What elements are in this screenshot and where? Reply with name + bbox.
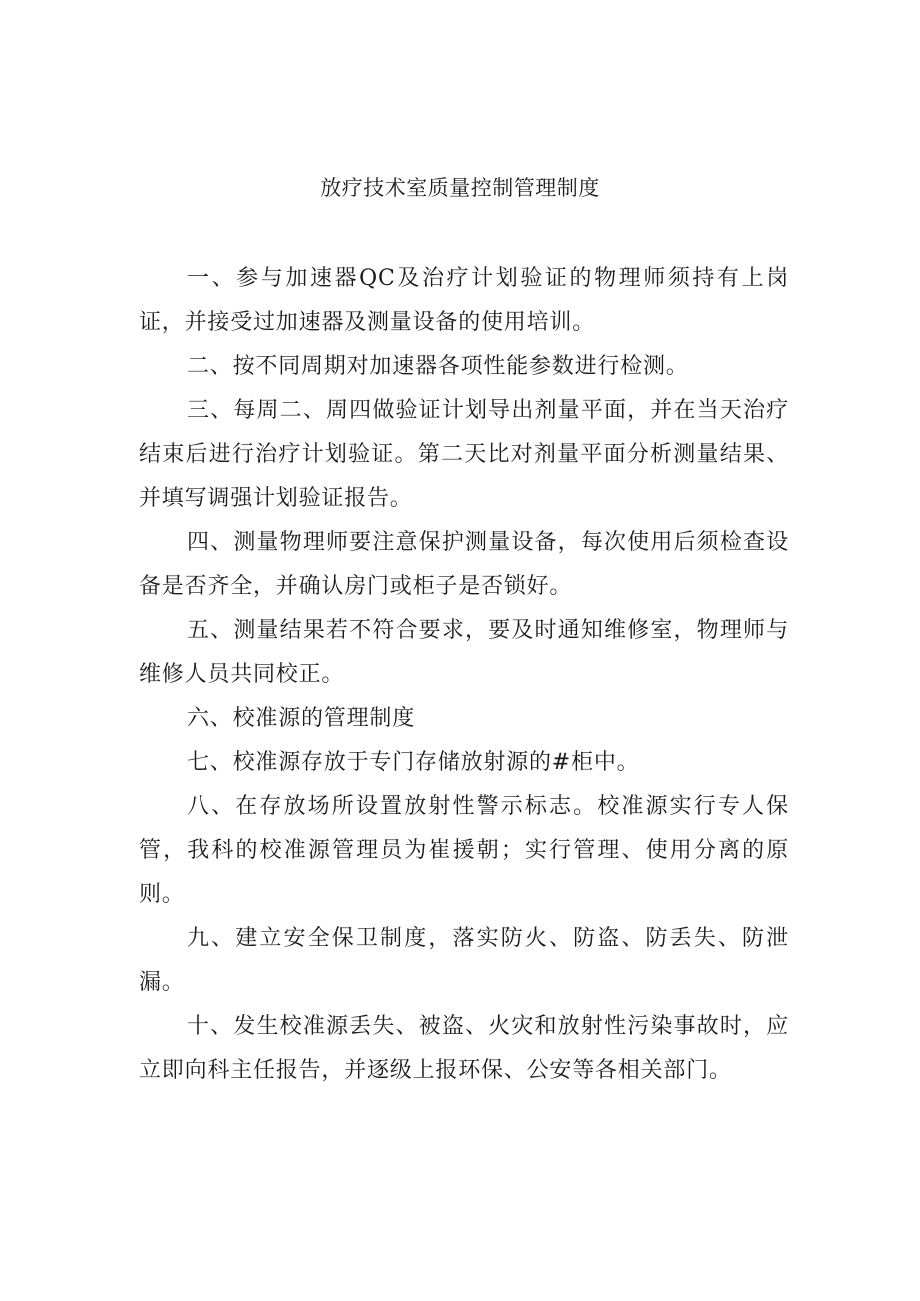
clause-5: 五、测量结果若不符合要求，要及时通知维修室，物理师与维修人员共同校正。 (139, 618, 789, 687)
clause-1: 一、参与加速器QC及治疗计划验证的物理师须持有上岗证，并接受过加速器及测量设备的使用培训。 (139, 266, 789, 335)
clause-2: 二、按不同周期对加速器各项性能参数进行检测。 (187, 354, 689, 379)
clause-6: 六、校准源的管理制度 (187, 706, 416, 731)
clause-7: 七、校准源存放于专门存储放射源的#柜中。 (187, 750, 640, 775)
clause-3: 三、每周二、周四做验证计划导出剂量平面，并在当天治疗结束后进行治疗计划验证。第二天比对剂量平面分析测量结果、并填写调强计划验证报告。 (139, 398, 789, 511)
clause-9: 九、建立安全保卫制度，落实防火、防盗、防丢失、防泄漏。 (139, 926, 789, 995)
document-title: 放疗技术室质量控制管理制度 (320, 176, 600, 200)
clause-10: 十、发生校准源丢失、被盗、火灾和放射性污染事故时，应立即向科主任报告，并逐级上报环保、公安等各相关部门。 (139, 1014, 789, 1083)
document-body (139, 257, 789, 1093)
clause-8: 八、在存放场所设置放射性警示标志。校准源实行专人保管，我科的校准源管理员为崔援朝；实行管理、使用分离的原则。 (139, 794, 789, 907)
clause-4: 四、测量物理师要注意保护测量设备，每次使用后须检查设备是否齐全，并确认房门或柜子是否锁好。 (139, 530, 789, 599)
